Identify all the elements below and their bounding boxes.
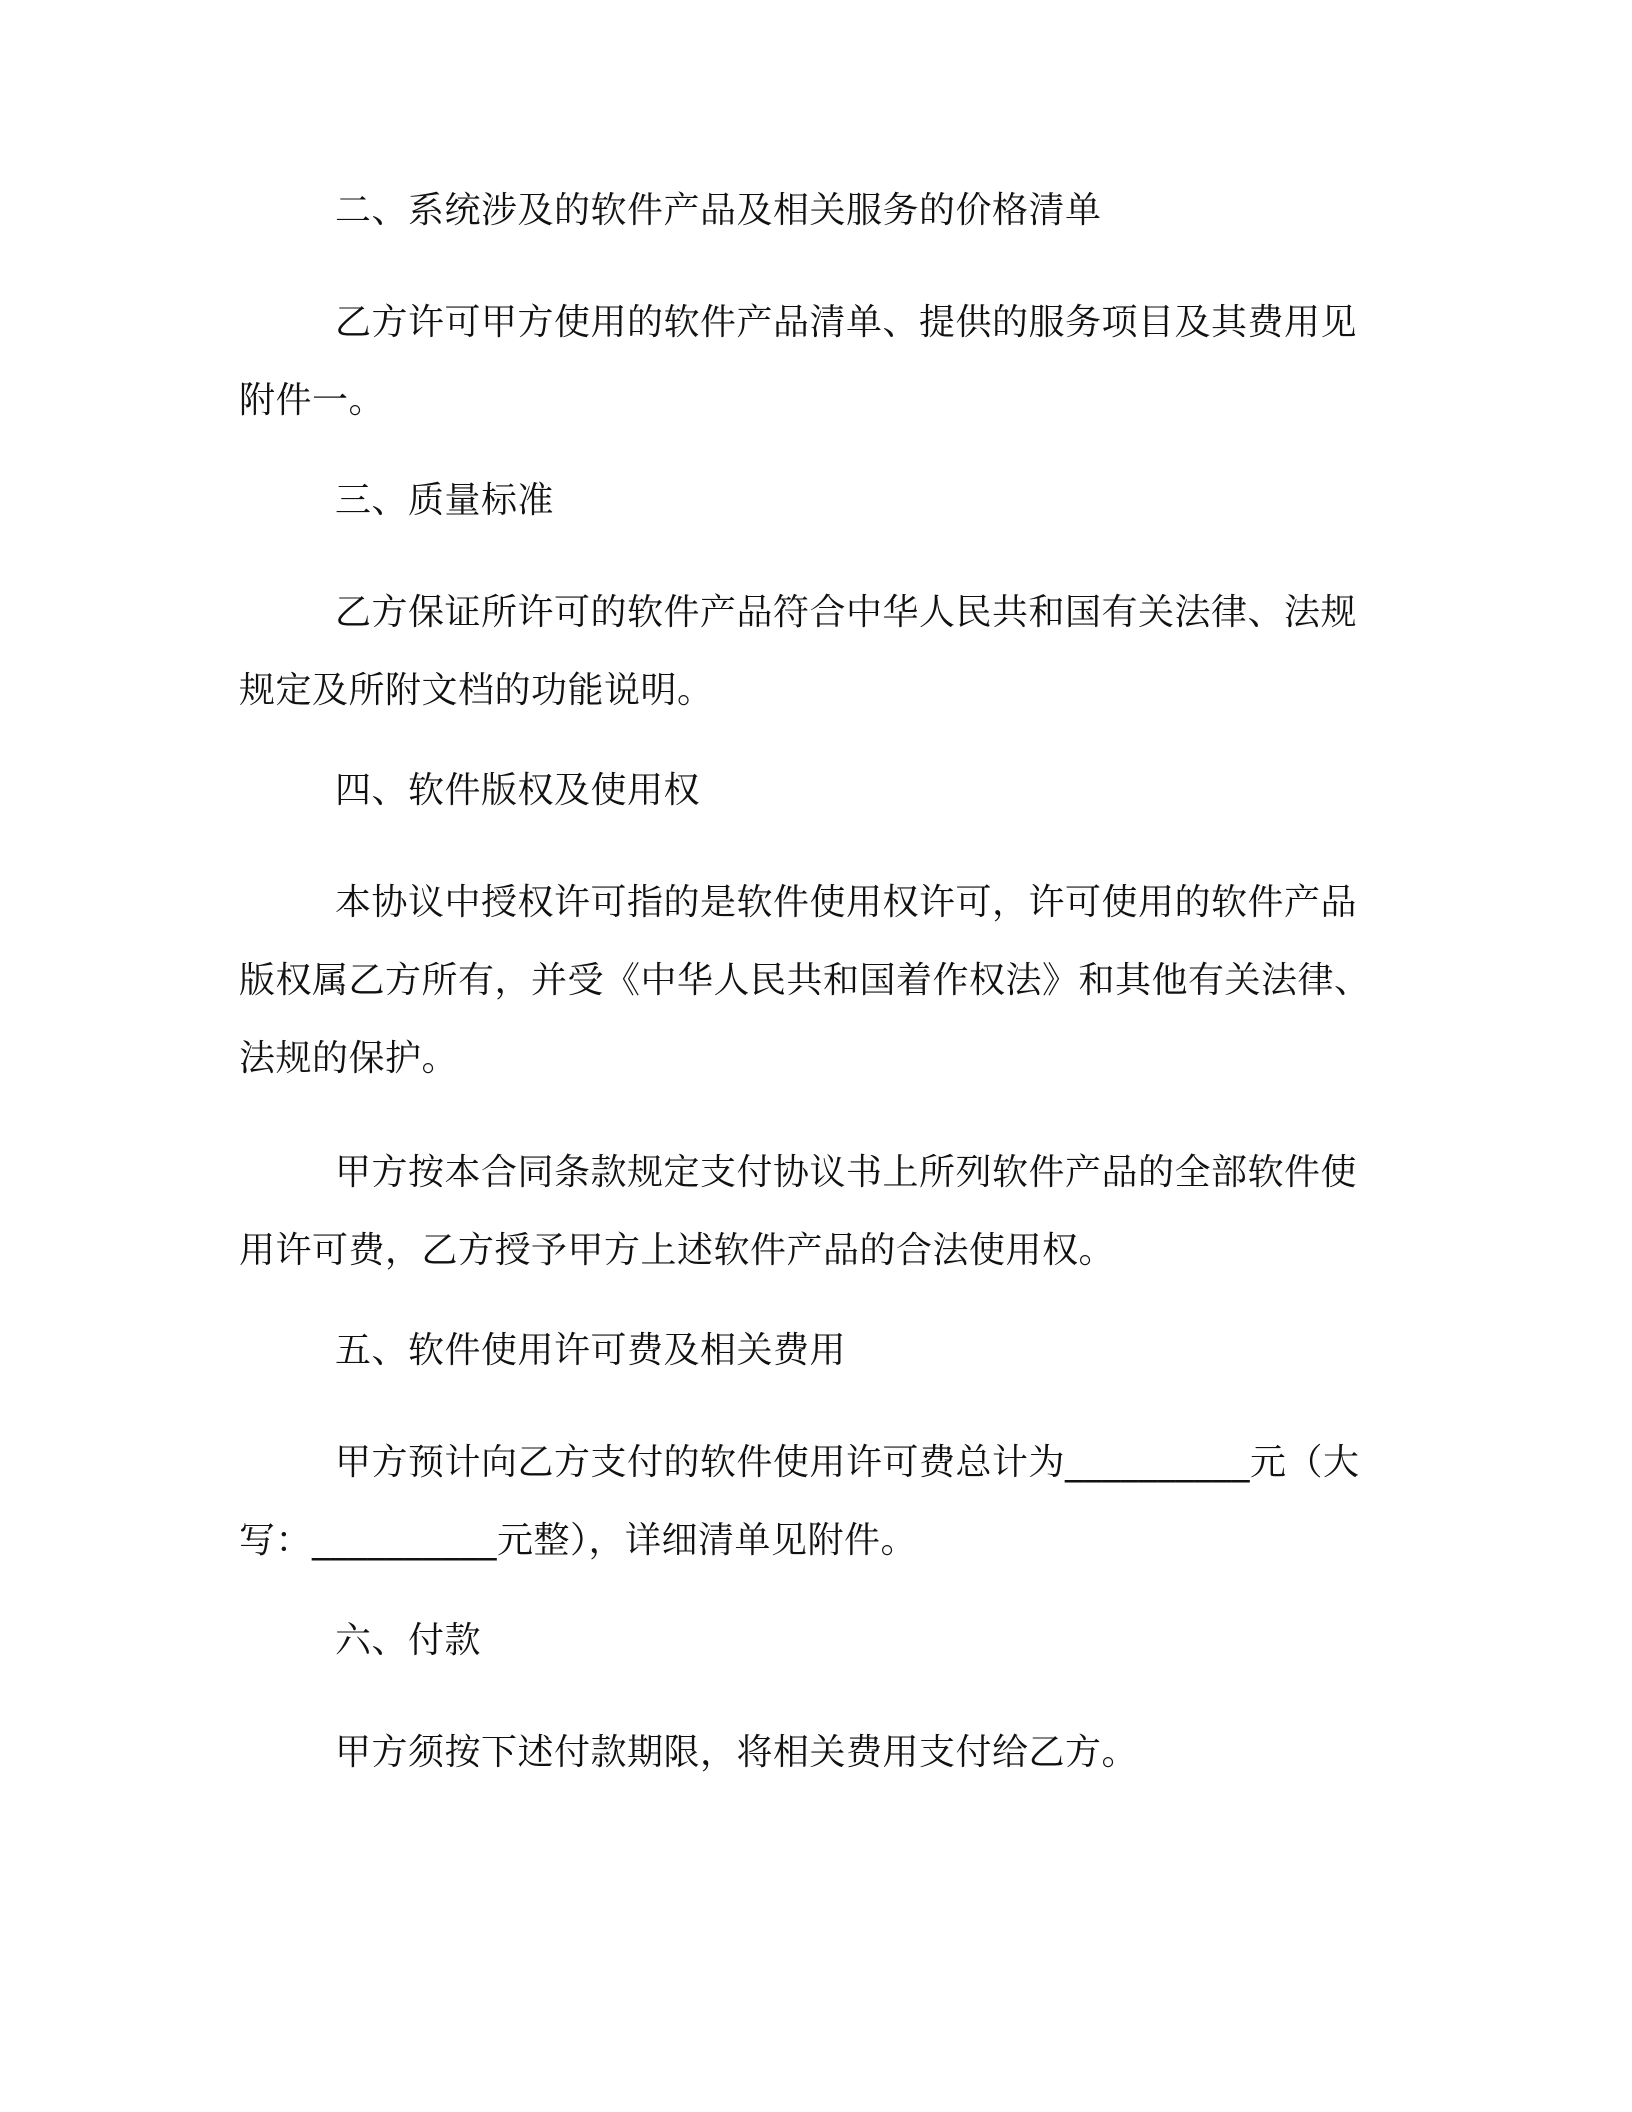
text-line: 规定及所附文档的功能说明。 — [239, 670, 714, 711]
section-heading-5: 五、软件使用许可费及相关费用 — [335, 1330, 847, 1371]
text-line: 乙方保证所许可的软件产品符合中华人民共和国有关法律、法规 — [335, 592, 1358, 633]
text-line: 乙方许可甲方使用的软件产品清单、提供的服务项目及其费用见 — [335, 302, 1358, 343]
section-heading-3: 三、质量标准 — [335, 480, 555, 521]
section-heading-6: 六、付款 — [335, 1620, 482, 1661]
text-line: 用许可费，乙方授予甲方上述软件产品的合法使用权。 — [239, 1230, 1116, 1271]
text-line: 附件一。 — [239, 380, 386, 421]
section-5-paragraph-1 — [239, 1424, 1379, 1580]
section-heading-2: 二、系统涉及的软件产品及相关服务的价格清单 — [335, 190, 1102, 231]
section-4-paragraph-2 — [239, 1134, 1379, 1290]
section-4-paragraph-1 — [239, 864, 1379, 1098]
text-line: 写：__________元整），详细清单见附件。 — [239, 1520, 918, 1561]
text-line: 甲方须按下述付款期限，将相关费用支付给乙方。 — [335, 1732, 1139, 1773]
text-line: 本协议中授权许可指的是软件使用权许可，许可使用的软件产品 — [335, 882, 1358, 923]
text-line: 版权属乙方所有，并受《中华人民共和国着作权法》和其他有关法律、 — [239, 960, 1371, 1001]
document-body — [239, 186, 1379, 1792]
text-line: 甲方预计向乙方支付的软件使用许可费总计为__________元（大 — [335, 1442, 1360, 1483]
section-6-paragraph-1 — [239, 1714, 1379, 1792]
text-line: 法规的保护。 — [239, 1038, 459, 1079]
section-3-paragraph-1 — [239, 574, 1379, 730]
section-heading-4: 四、软件版权及使用权 — [335, 770, 701, 811]
section-2-paragraph-1 — [239, 284, 1379, 440]
text-line: 甲方按本合同条款规定支付协议书上所列软件产品的全部软件使 — [335, 1152, 1358, 1193]
